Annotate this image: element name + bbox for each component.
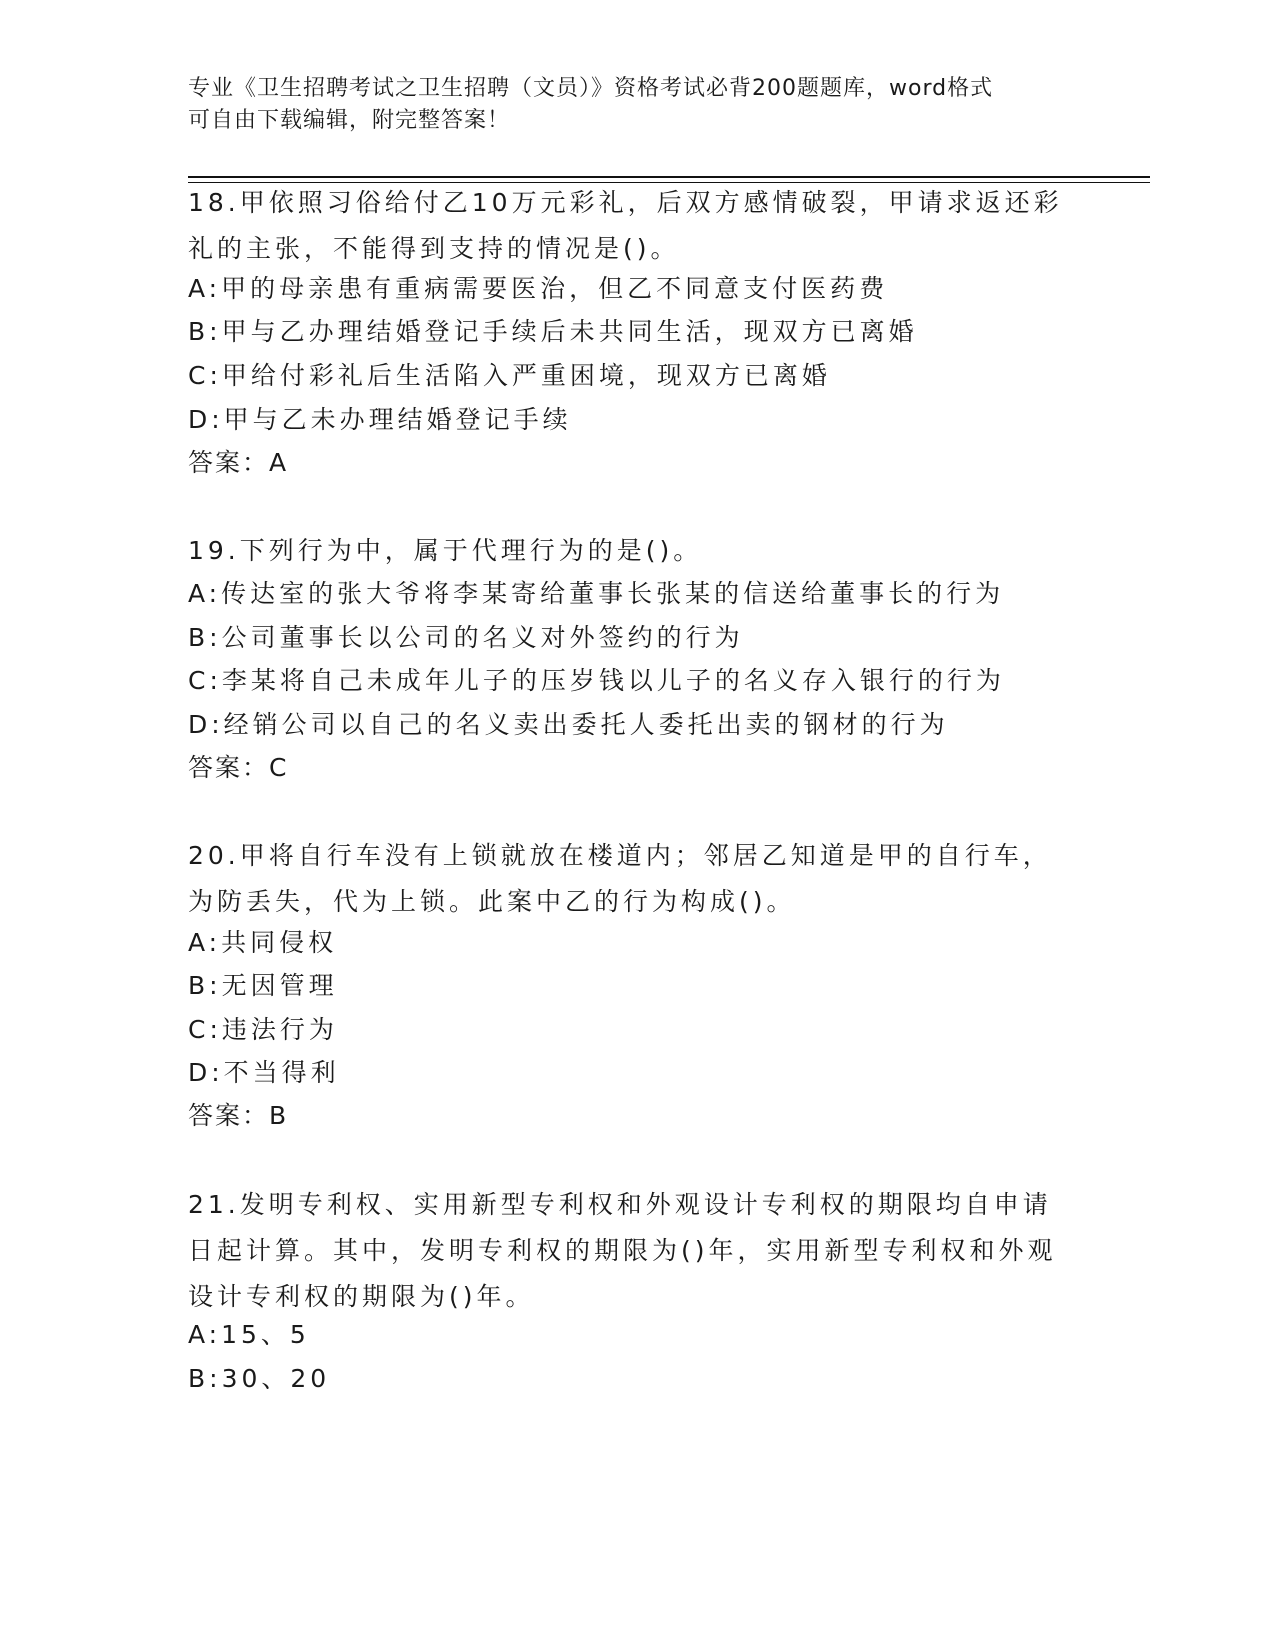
question-option: D:不当得利 xyxy=(188,1058,340,1087)
question-stem: 19.下列行为中，属于代理行为的是()。 xyxy=(188,536,703,565)
question-answer: 答案：A xyxy=(188,448,289,477)
question-option: D:甲与乙未办理结婚登记手续 xyxy=(188,405,572,434)
question-option: C:李某将自己未成年儿子的压岁钱以儿子的名义存入银行的行为 xyxy=(188,666,1005,695)
question-option: A:甲的母亲患有重病需要医治，但乙不同意支付医药费 xyxy=(188,274,889,303)
question-stem: 21.发明专利权、实用新型专利权和外观设计专利权的期限均自申请日起计算。其中，发明专利权的期限为()年，实用新型专利权和外观设计专利权的期限为()年。 xyxy=(188,1190,1057,1311)
question-option: A:15、5 xyxy=(188,1320,310,1349)
header-line-1: 专业《卫生招聘考试之卫生招聘（文员）》资格考试必背200题题库，word格式 xyxy=(188,76,994,101)
question-option: A:传达室的张大爷将李某寄给董事长张某的信送给董事长的行为 xyxy=(188,579,1005,608)
question-option: C:甲给付彩礼后生活陷入严重困境，现双方已离婚 xyxy=(188,361,831,390)
question-option: A:共同侵权 xyxy=(188,928,338,957)
question-option: D:经销公司以自己的名义卖出委托人委托出卖的钢材的行为 xyxy=(188,710,949,739)
header-line-2: 可自由下载编辑，附完整答案！ xyxy=(188,108,511,133)
question-stem: 18.甲依照习俗给付乙10万元彩礼，后双方感情破裂，甲请求返还彩礼的主张，不能得到支持的情况是()。 xyxy=(188,188,1063,263)
question-option: B:30、20 xyxy=(188,1364,331,1393)
question-option: B:甲与乙办理结婚登记手续后未共同生活，现双方已离婚 xyxy=(188,317,918,346)
question-answer: 答案：C xyxy=(188,753,289,782)
question-option: B:无因管理 xyxy=(188,971,338,1000)
document-header xyxy=(188,73,1088,137)
header-divider-thick xyxy=(188,176,1150,178)
question-answer: 答案：B xyxy=(188,1101,289,1130)
question-stem: 20.甲将自行车没有上锁就放在楼道内；邻居乙知道是甲的自行车，为防丢失，代为上锁。此案中乙的行为构成()。 xyxy=(188,841,1052,916)
question-option: C:违法行为 xyxy=(188,1015,338,1044)
question-option: B:公司董事长以公司的名义对外签约的行为 xyxy=(188,623,744,652)
